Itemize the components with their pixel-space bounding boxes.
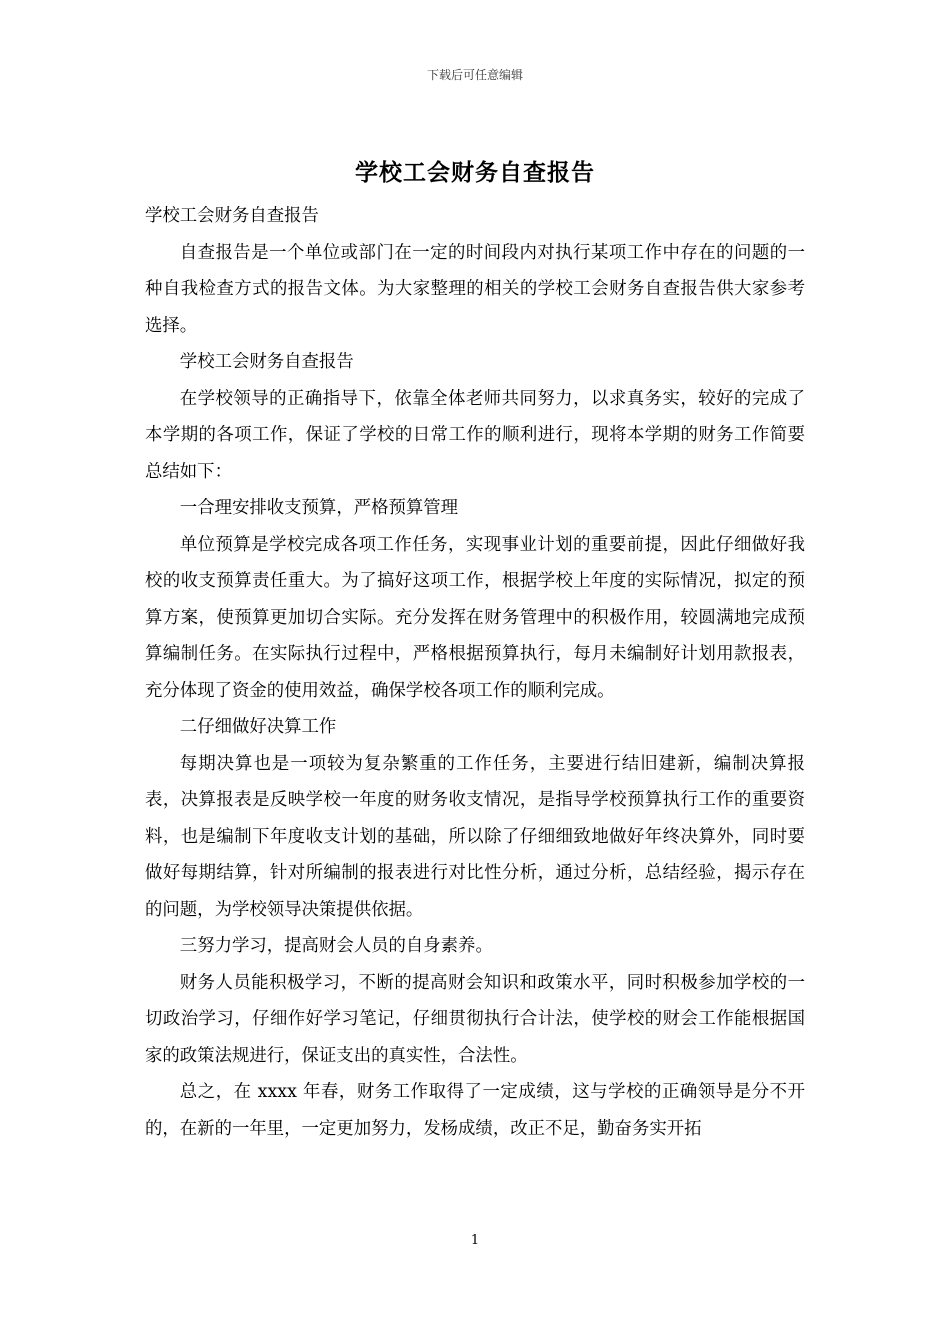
document-title: 学校工会财务自查报告 — [355, 159, 595, 186]
body-paragraph: 单位预算是学校完成各项工作任务，实现事业计划的重要前提，因此仔细做好我校的收支预算责任重大。为了搞好这项工作，根据学校上年度的实际情况，拟定的预算方案，使预算更加切合实际。充分发挥在财务管理中的积极作用，较圆满地完成预算编制任务。在实际执行过程中，严格根据预算执行，每月未编制好计划用款报表，充分体现了资金的使用效益，确保学校各项工作的顺利完成。 — [145, 534, 805, 701]
body-paragraph: 在学校领导的正确指导下，依靠全体老师共同努力，以求真务实，较好的完成了本学期的各项工作，保证了学校的日常工作的顺利进行，现将本学期的财务工作简要总结如下： — [145, 388, 805, 482]
header-note: 下载后可任意编辑 — [426, 68, 523, 82]
section-heading: 学校工会财务自查报告 — [179, 352, 354, 372]
page-number: 1 — [470, 1233, 480, 1248]
section-heading: 二仔细做好决算工作 — [179, 717, 337, 737]
body-paragraph: 每期决算也是一项较为复杂繁重的工作任务，主要进行结旧建新，编制决算报表，决算报表是反映学校一年度的财务收支情况，是指导学校预算执行工作的重要资料，也是编制下年度收支计划的基础，所以除了仔细细致地做好年终决算外，同时要做好每期结算，针对所编制的报表进行对比性分析，通过分析，总结经验，揭示存在的问题，为学校领导决策提供依据。 — [145, 753, 805, 920]
body-paragraph: 财务人员能积极学习，不断的提高财会知识和政策水平，同时积极参加学校的一切政治学习，仔细作好学习笔记，仔细贯彻执行合计法，使学校的财会工作能根据国家的政策法规进行，保证支出的真实性，合法性。 — [145, 972, 805, 1066]
section-heading: 三努力学习，提高财会人员的自身素养。 — [179, 936, 493, 956]
body-paragraph: 总之，在 xxxx 年春，财务工作取得了一定成绩，这与学校的正确领导是分不开的，在新的一年里，一定更加努力，发杨成绩，改正不足，勤奋务实开拓 — [145, 1082, 805, 1139]
document-body — [145, 198, 805, 1147]
body-paragraph: 自查报告是一个单位或部门在一定的时间段内对执行某项工作中存在的问题的一种自我检查方式的报告文体。为大家整理的相关的学校工会财务自查报告供大家参考选择。 — [145, 242, 805, 336]
section-heading: 一合理安排收支预算，严格预算管理 — [179, 498, 459, 518]
subtitle-paragraph: 学校工会财务自查报告 — [145, 206, 319, 226]
